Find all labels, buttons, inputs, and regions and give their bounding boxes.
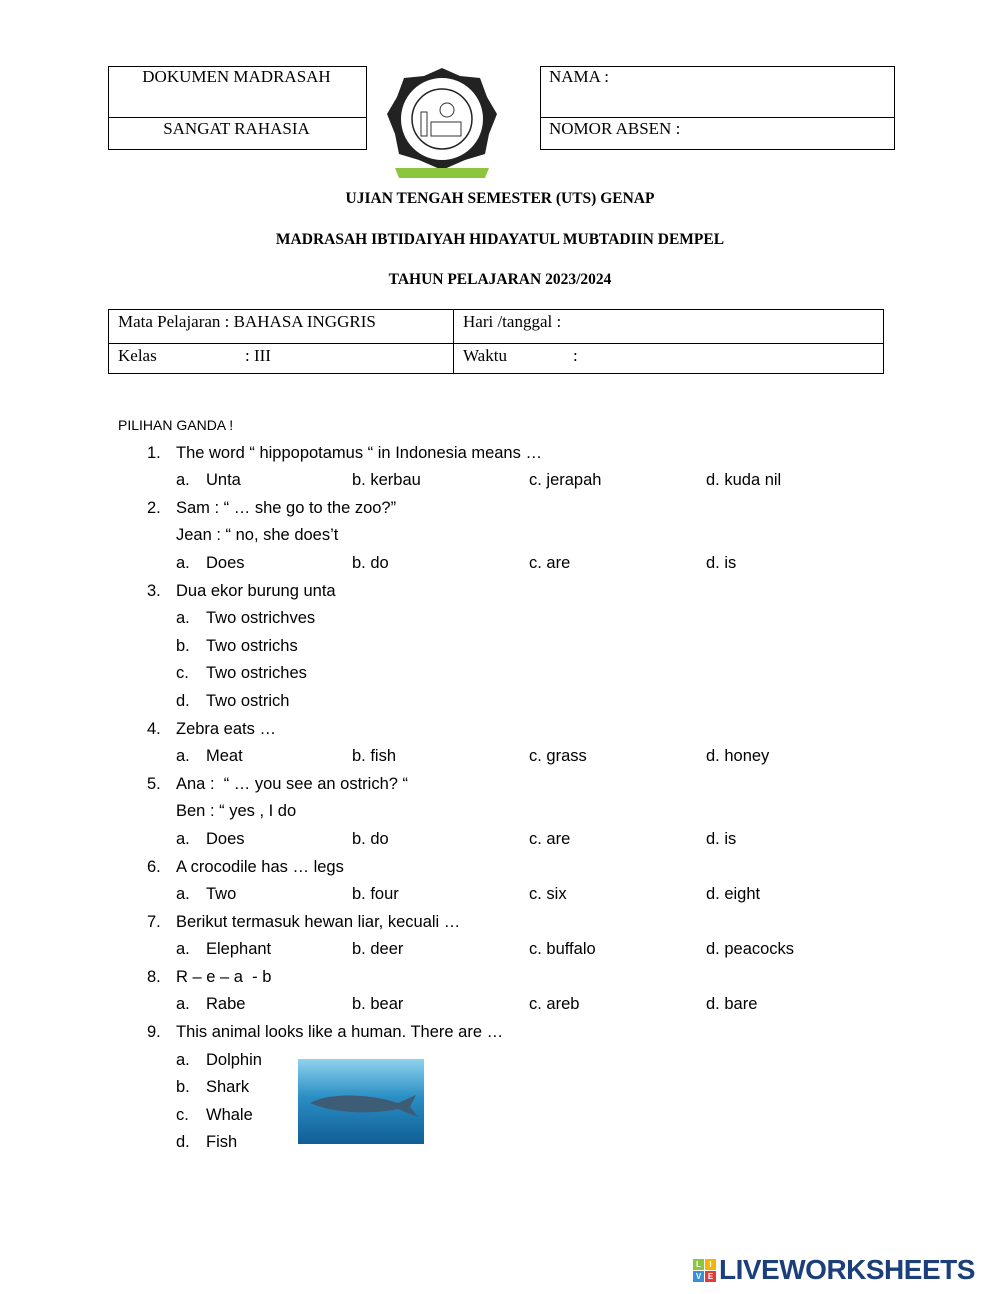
- option-d[interactable]: d. honey: [706, 747, 770, 766]
- year-title: TAHUN PELAJARAN 2023/2024: [388, 271, 612, 288]
- option-letter: c.: [176, 664, 189, 683]
- options-q1: [118, 467, 782, 495]
- options-q7: [118, 936, 795, 964]
- exam-title: UJIAN TENGAH SEMESTER (UTS) GENAP: [345, 190, 655, 207]
- option-a[interactable]: Two ostrichves: [206, 609, 316, 628]
- option-b[interactable]: b. four: [352, 885, 399, 904]
- option-row: [118, 605, 316, 633]
- option-c[interactable]: c. buffalo: [529, 940, 596, 959]
- option-letter: c.: [176, 1105, 189, 1124]
- option-row: [118, 633, 298, 661]
- option-c[interactable]: c. jerapah: [529, 471, 602, 490]
- question-text: Dua ekor burung unta: [176, 581, 336, 600]
- option-c[interactable]: Whale: [206, 1105, 253, 1124]
- option-row: [118, 1129, 238, 1157]
- absen-field-label[interactable]: NOMOR ABSEN :: [549, 119, 681, 138]
- option-d[interactable]: d. is: [706, 829, 737, 848]
- option-row: [118, 688, 290, 716]
- option-d[interactable]: d. kuda nil: [706, 471, 782, 490]
- option-c[interactable]: c. grass: [529, 747, 587, 766]
- question-number: 8.: [147, 967, 161, 986]
- question-text: R – e – a - b: [176, 967, 272, 986]
- option-a[interactable]: Dolphin: [206, 1050, 262, 1069]
- question-text: Ana : “ … you see an ostrich? “: [176, 774, 409, 793]
- option-letter: a.: [176, 1050, 190, 1069]
- question-q2: [118, 495, 397, 523]
- question-number: 2.: [147, 498, 161, 517]
- question-q2-line2: [118, 522, 339, 550]
- option-b[interactable]: b. do: [352, 829, 389, 848]
- option-letter: d.: [176, 1133, 190, 1152]
- options-q6: [118, 881, 761, 909]
- logo-tile: I: [705, 1259, 716, 1270]
- option-b[interactable]: b. bear: [352, 995, 404, 1014]
- option-letter: a.: [176, 747, 190, 766]
- option-b[interactable]: b. deer: [352, 940, 404, 959]
- question-q4: [118, 716, 276, 744]
- option-letter: a.: [176, 553, 190, 572]
- question-number: 7.: [147, 912, 161, 931]
- question-q3: [118, 578, 336, 606]
- option-letter: b.: [176, 636, 190, 655]
- question-number: 6.: [147, 857, 161, 876]
- option-b[interactable]: b. kerbau: [352, 471, 421, 490]
- question-number: 4.: [147, 719, 161, 738]
- question-number: 1.: [147, 443, 161, 462]
- option-c[interactable]: Two ostriches: [206, 664, 307, 683]
- option-letter: a.: [176, 885, 190, 904]
- doc-type: DOKUMEN MADRASAH: [142, 67, 331, 86]
- question-q7: [118, 909, 461, 937]
- option-d[interactable]: Two ostrich: [206, 691, 290, 710]
- date-label: Hari /tanggal :: [463, 312, 562, 331]
- question-text: Jean : “ no, she does’t: [176, 526, 339, 545]
- question-list: [118, 412, 795, 1157]
- option-letter: b.: [176, 1078, 190, 1097]
- option-b[interactable]: b. do: [352, 553, 389, 572]
- option-letter: a.: [176, 940, 190, 959]
- option-letter: a.: [176, 471, 190, 490]
- school-title: MADRASAH IBTIDAIYAH HIDAYATUL MUBTADIIN DEMPEL: [275, 231, 725, 248]
- secrecy: SANGAT RAHASIA: [163, 119, 310, 138]
- question-text: Berikut termasuk hewan liar, kecuali …: [176, 912, 461, 931]
- question-number: 9.: [147, 1023, 161, 1042]
- question-text: Zebra eats …: [176, 719, 276, 738]
- option-letter: a.: [176, 995, 190, 1014]
- options-q2: [118, 550, 737, 578]
- option-b[interactable]: Shark: [206, 1078, 250, 1097]
- question-q9: [118, 1019, 504, 1047]
- time-label: Waktu: [463, 346, 507, 365]
- option-c[interactable]: c. six: [529, 885, 567, 904]
- name-field-label[interactable]: NAMA :: [549, 67, 609, 86]
- school-logo: [385, 64, 500, 182]
- option-d[interactable]: d. peacocks: [706, 940, 795, 959]
- option-a[interactable]: Does: [206, 553, 245, 572]
- question-text: This animal looks like a human. There are …: [176, 1023, 504, 1042]
- options-q8: [118, 991, 758, 1019]
- brand-name: LIVEWORKSHEETS: [719, 1254, 975, 1285]
- liveworksheets-logo: [693, 1256, 975, 1284]
- class-value: : III: [245, 346, 271, 365]
- logo-tile: E: [705, 1271, 716, 1282]
- option-a[interactable]: Elephant: [206, 940, 272, 959]
- question-number: 3.: [147, 581, 161, 600]
- options-q4: [118, 743, 770, 771]
- question-q8: [118, 964, 272, 992]
- section-heading: PILIHAN GANDA !: [118, 417, 234, 433]
- option-d[interactable]: d. is: [706, 553, 737, 572]
- class-label: Kelas: [118, 346, 157, 365]
- question-q6: [118, 854, 344, 882]
- option-b[interactable]: Two ostrichs: [206, 636, 298, 655]
- option-b[interactable]: b. fish: [352, 747, 397, 766]
- whale-image: [298, 1059, 424, 1144]
- time-colon: :: [573, 346, 578, 365]
- option-c[interactable]: c. areb: [529, 995, 580, 1014]
- option-c[interactable]: c. are: [529, 829, 571, 848]
- question-q1: [118, 440, 542, 468]
- option-a[interactable]: Two: [206, 885, 237, 904]
- logo-tile: V: [693, 1271, 704, 1282]
- option-d[interactable]: Fish: [206, 1133, 238, 1152]
- question-q5-line2: [118, 798, 297, 826]
- question-text: The word “ hippopotamus “ in Indonesia means …: [176, 443, 542, 462]
- option-row: [118, 1047, 262, 1075]
- option-row: [118, 1102, 253, 1130]
- subject: Mata Pelajaran : BAHASA INGGRIS: [118, 312, 376, 331]
- option-letter: d.: [176, 691, 190, 710]
- option-a[interactable]: Does: [206, 829, 245, 848]
- option-a[interactable]: Meat: [206, 747, 243, 766]
- question-q5: [118, 771, 409, 799]
- question-number: 5.: [147, 774, 161, 793]
- option-a[interactable]: Unta: [206, 471, 241, 490]
- option-row: [118, 1074, 250, 1102]
- question-text: Sam : “ … she go to the zoo?”: [176, 498, 397, 517]
- option-a[interactable]: Rabe: [206, 995, 246, 1014]
- option-d[interactable]: d. bare: [706, 995, 758, 1014]
- option-c[interactable]: c. are: [529, 553, 571, 572]
- logo-tile: L: [693, 1259, 704, 1270]
- options-q5: [118, 826, 737, 854]
- option-letter: a.: [176, 609, 190, 628]
- option-letter: a.: [176, 829, 190, 848]
- option-row: [118, 660, 307, 688]
- question-text: Ben : “ yes , I do: [176, 802, 297, 821]
- question-text: A crocodile has … legs: [176, 857, 344, 876]
- option-d[interactable]: d. eight: [706, 885, 761, 904]
